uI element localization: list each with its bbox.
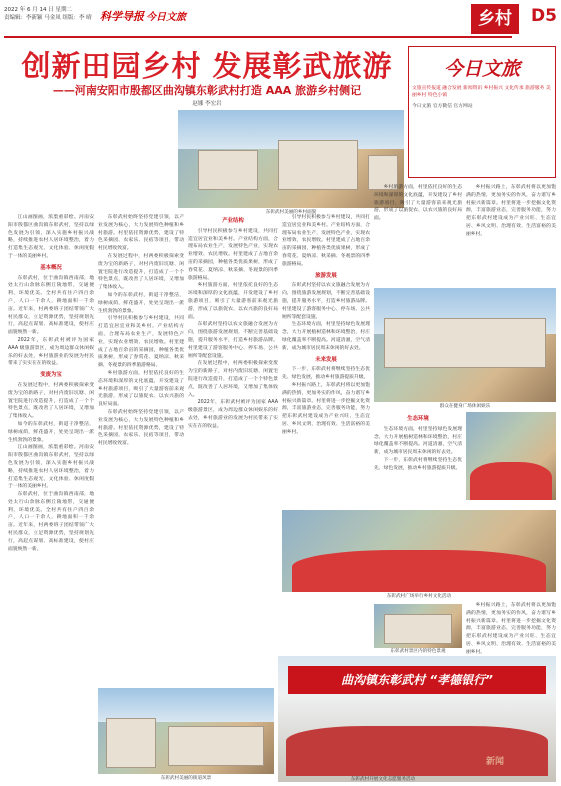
paragraph: 乡村振兴路上，东彰武村将以更加饱满的热情，更加务实的作风，奋力谱写乡村振兴新篇章。村里将进一步挖掘文化资源，丰富旅游业态，完善服务功能，努力把东彰武村建设成为产业兴旺、生态宜居、乡风文明、治理有效、生活富裕的美丽乡村。 xyxy=(466,185,556,237)
paragraph: 东彰武村坚持以农文旅融合发展为方向，围绕旅游发展规划，不断完善基础设施，提升服务水平，打造乡村旅游品牌。村里建设了游客服务中心、停车场、公共厕所等配套设施。 xyxy=(282,283,370,320)
paragraph: 东彰武村，位于曲沟镇西南部，地处太行山余脉东侧丘陵地带，交通便利，环境优美。全村共有住户四百余户，人口一千余人，耕地面积一千余亩。近年来，村两委班子团结带领广大村民群众，立足资源优势，坚持规划先行，高起点谋划、高标准建设，使村庄面貌焕然一新。 xyxy=(8,275,94,336)
photo-scenic-spot xyxy=(374,604,462,648)
paragraph: 乡村振兴路上，东彰武村将以更加饱满的热情，更加务实的作风，奋力谱写乡村振兴新篇章。村里将进一步挖掘文化资源，丰富旅游业态，完善服务功能，努力把东彰武村建设成为产业兴旺、生态宜居、乡风文明、治理有效、生活富裕的美丽乡村。 xyxy=(282,382,370,435)
paragraph: 东彰武村坚持以农文旅融合发展为方向，围绕旅游发展规划，不断完善基础设施，提升服务水平，打造乡村旅游品牌。村里建设了游客服务中心、停车场、公共厕所等配套设施。 xyxy=(188,322,278,359)
section-label: 乡村 xyxy=(471,4,519,34)
photo-building xyxy=(168,726,264,766)
paragraph: 江山画图画，浓墨重彩绘。河南安阳市殷都区曲沟镇东彰武村，坚持以绿色发展为引领，深入实施乡村振兴战略，持续推进农村人居环境整治，着力打造集生态观光、文化体验、休闲度假于一体的美丽乡村。 xyxy=(8,215,94,259)
section-heading: 产业结构 xyxy=(222,218,244,224)
photo-caption: 东彰武村景区内的特色景观 xyxy=(390,649,446,654)
photo-building xyxy=(198,150,258,190)
logo-today-culture-tourism: 今日文旅 xyxy=(146,12,186,23)
paragraph: 2022年，东彰武村被评为国家 AAA 级旅游景区，成为周边群众休闲娱乐的好去处，乡村旅游业的发展为村民带来了实实在在的收益。 xyxy=(8,337,94,367)
photo-group-event xyxy=(466,412,556,500)
byline: 赵娜 李宏岩 xyxy=(192,101,222,107)
paragraph: 下一步，东彰武村将继续坚持生态优先、绿色发展，推动乡村旅游提质升级。 xyxy=(282,367,370,381)
page-number: D5 xyxy=(531,6,557,26)
subheadline: ——河南安阳市殷都区曲沟镇东彰武村打造 AAA 旅游乡村侧记 xyxy=(52,84,362,97)
headline: 创新田园乡村 发展彰武旅游 xyxy=(21,49,393,83)
photo-caption: 东彰武村美丽的乡村面貌 xyxy=(265,210,317,215)
photo-building xyxy=(384,614,452,644)
paragraph: 乡村振兴路上，东彰武村将以更加饱满的热情，更加务实的作风，奋力谱写乡村振兴新篇章。村里将进一步挖掘文化资源，丰富旅游业态，完善服务功能，努力把东彰武村建设成为产业兴旺、生态宜居、乡风文明、治理有效、生活富裕的美丽乡村。 xyxy=(466,603,556,655)
section-heading: 未来发展 xyxy=(315,356,337,363)
masthead-rule xyxy=(4,36,512,38)
banner-filial-bank: 曲沟镇东彰武村 “孝德银行” xyxy=(288,666,546,694)
article-column-6 xyxy=(466,184,556,284)
paragraph: 下一步，东彰武村将继续坚持生态优先、绿色发展，推动乡村旅游提质升级。 xyxy=(374,457,462,471)
paragraph: 2022年，东彰武村被评为国家 AAA 级旅游景区，成为周边群众休闲娱乐的好去处，乡村旅游业的发展为村民带来了实实在在的收益。 xyxy=(188,400,278,429)
photo-caption: 群众在健身广场休闲娱乐 xyxy=(439,404,491,409)
photo-fitness-square xyxy=(374,288,556,402)
section-heading: 基本概况 xyxy=(40,264,62,271)
paragraph: 生态环境方面，村里坚持绿色发展理念，大力开展植树造林和环境整治，村庄绿化覆盖率不断提高。河道清澈，空气清新，成为城市居民周末休闲的好去处。 xyxy=(374,426,462,456)
logo-science-herald: 科学导报 xyxy=(100,10,144,23)
paragraph: 引导村民积极参与乡村建设，共同打造宜居宜业和美乡村。产业结构方面，合理布局农业生产，发展特色产业，实现农业增效、农民增收。村里建成了占地百余亩的采摘园，种植各类优质果树，形成了春赏花、夏纳凉、秋采摘、冬观景的四季旅游格局。 xyxy=(98,316,184,369)
masthead xyxy=(4,4,557,44)
article-column-1 xyxy=(8,214,94,774)
paragraph: 如今的东彰武村，街道干净整洁，绿树成荫，鲜花盛开，处处呈现出一派生机勃勃的景象。 xyxy=(8,421,94,443)
section-heading: 生态环境 xyxy=(407,416,429,422)
photo-building xyxy=(106,718,156,768)
paragraph: 在发展过程中，村两委积极探索变废为宝的新路子，对村内废旧坑塘、闲置宅院进行改造提升，打造成了一个个特色景点，既改善了人居环境，又增加了集体收入。 xyxy=(8,382,94,420)
paragraph: 东彰武村，位于曲沟镇西南部，地处太行山余脉东侧丘陵地带，交通便利，环境优美。全村共有住户四百余户，人口一千余人，耕地面积一千余亩。近年来，村两委班子团结带领广大村民群众，立足资源优势，坚持规划先行，高起点谋划、高标准建设，使村庄面貌焕然一新。 xyxy=(8,492,94,552)
article-column-3 xyxy=(188,214,278,684)
photo-village-panorama xyxy=(178,110,404,208)
issue-info: 2022 年 6 月 14 日 星期二 责编辑：李新颖 马金凤 组版：李 晴 xyxy=(4,7,92,21)
paragraph: 乡村旅游方面，村里依托良好的生态环境和深厚的文化底蕴，开发建设了乡村旅游项目，吸引了大量游客前来观光旅游，形成了以旅促农、以农兴旅的良好局面。 xyxy=(98,370,184,408)
paragraph: 东彰武村始终坚持党建引领，以产业发展为核心，大力发展特色种植和乡村旅游。村里依托资源优势，建设了特色采摘园、农家乐、民宿等项目，带动村民增收致富。 xyxy=(98,409,184,447)
photo-crowd xyxy=(286,726,548,776)
photo-caption: 东彰武村美丽的街道风景 xyxy=(160,776,212,781)
brand-text: 文旅宣传报道 融合发展 新闻资讯 乡村振兴 文化传承 旅游服务 美丽乡村 特色小镇 xyxy=(412,86,551,98)
paragraph: 在发展过程中，村两委积极探索变废为宝的新路子，对村内废旧坑塘、闲置宅院进行改造提升，打造成了一个个特色景点，既改善了人居环境，又增加了集体收入。 xyxy=(98,253,184,291)
photo-building xyxy=(278,140,358,190)
watermark: 新闻 xyxy=(486,757,505,767)
photo-caption: 东彰武村开展文化志愿服务活动 xyxy=(350,777,416,782)
paragraph: 如今的东彰武村，街道干净整洁，绿树成荫，鲜花盛开，处处呈现出一派生机勃勃的景象。 xyxy=(98,292,184,314)
paragraph: 东彰武村始终坚持党建引领，以产业发展为核心，大力发展特色种植和乡村旅游。村里依托资源优势，建设了特色采摘园、农家乐、民宿等项目，带动村民增收致富。 xyxy=(98,215,184,252)
section-heading: 旅游发展 xyxy=(315,272,337,279)
photo-filial-bank xyxy=(278,656,556,782)
paragraph: 乡村旅游方面，村里依托良好的生态环境和深厚的文化底蕴，开发建设了乡村旅游项目，吸引了大量游客前来观光旅游，形成了以旅促农、以农兴旅的良好局面。 xyxy=(374,185,462,222)
paragraph: 乡村旅游方面，村里依托良好的生态环境和深厚的文化底蕴，开发建设了乡村旅游项目，吸引了大量游客前来观光旅游，形成了以旅促农、以农兴旅的良好局面。 xyxy=(188,283,278,320)
article-column-5 xyxy=(374,184,462,284)
photo-building xyxy=(384,318,546,368)
section-heading: 变废为宝 xyxy=(40,372,62,379)
paragraph: 生态环境方面，村里坚持绿色发展理念，大力开展植树造林和环境整治，村庄绿化覆盖率不断提高。河道清澈，空气清新，成为城市居民周末休闲的好去处。 xyxy=(282,322,370,351)
article-column-8 xyxy=(466,602,556,655)
brand-box xyxy=(408,46,556,178)
photo-caption: 东彰武村广场举行乡村文化活动 xyxy=(386,594,452,599)
photo-crowd xyxy=(292,550,546,592)
photo-cultural-activity xyxy=(282,510,556,592)
brand-title: 今日文旅 xyxy=(443,58,520,80)
paragraph: 引导村民积极参与乡村建设，共同打造宜居宜业和美乡村。产业结构方面，合理布局农业生产，发展特色产业，实现农业增效、农民增收。村里建成了占地百余亩的采摘园，种植各类优质果树，形成了春赏花、夏纳凉、秋采摘、冬观景的四季旅游格局。 xyxy=(282,215,370,267)
paragraph: 引导村民积极参与乡村建设，共同打造宜居宜业和美乡村。产业结构方面，合理布局农业生产，发展特色产业，实现农业增效、农民增收。村里建成了占地百余亩的采摘园，种植各类优质果树，形成了春赏花、夏纳凉、秋采摘、冬观景的四季旅游格局。 xyxy=(188,228,278,281)
photo-crowd xyxy=(470,462,552,500)
article-column-2 xyxy=(98,214,184,684)
paragraph: 在发展过程中，村两委积极探索变废为宝的新路子，对村内废旧坑塘、闲置宅院进行改造提升，打造成了一个个特色景点，既改善了人居环境，又增加了集体收入。 xyxy=(188,361,278,398)
brand-bottom: 今日文旅 官方微信 官方网站 xyxy=(412,104,473,109)
paragraph: 江山画图画，浓墨重彩绘。河南安阳市殷都区曲沟镇东彰武村，坚持以绿色发展为引领，深入实施乡村振兴战略，持续推进农村人居环境整治，着力打造集生态观光、文化体验、休闲度假于一体的美丽乡村。 xyxy=(8,445,94,490)
photo-street-view xyxy=(98,688,274,774)
